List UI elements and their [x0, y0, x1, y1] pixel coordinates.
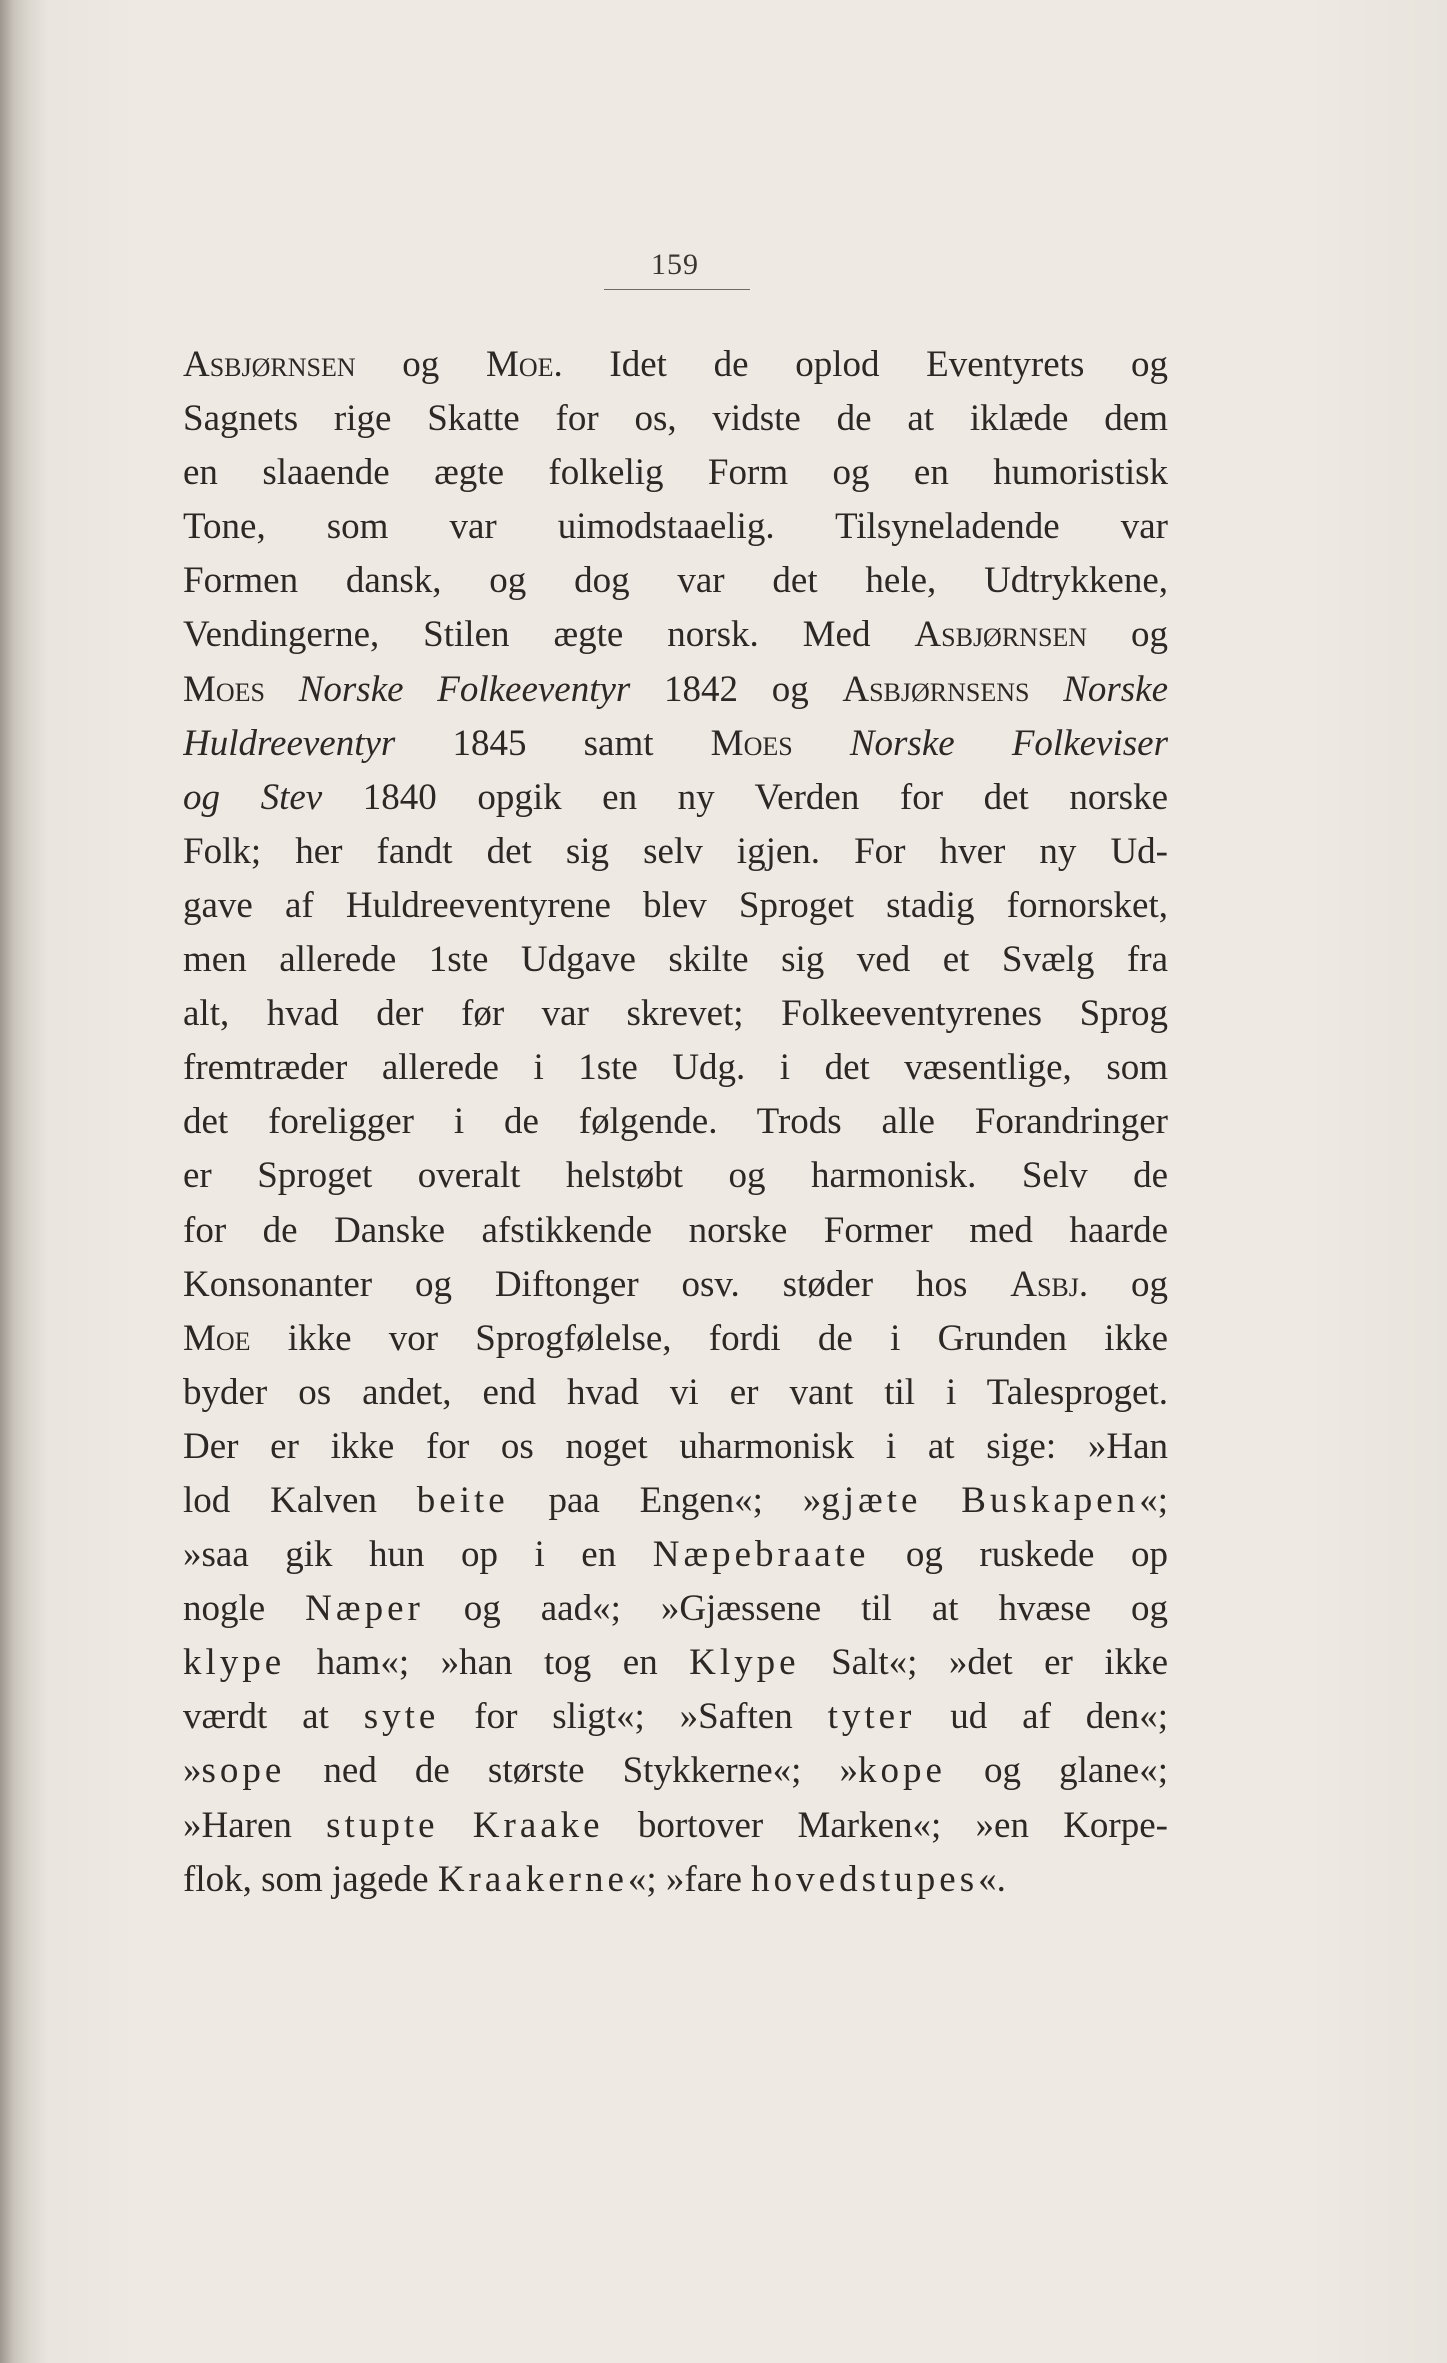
text-line [183, 608, 1168, 662]
text-segment: og [1087, 614, 1168, 656]
text-segment: og aad«; »Gjæssene til at hvæse og [423, 1588, 1168, 1630]
text-line [183, 446, 1168, 500]
text-segment: ham«; »han tog en [285, 1642, 690, 1684]
spaced-word: Buskapen [961, 1479, 1140, 1521]
text-line [183, 825, 1168, 879]
small-caps-name: Moe [485, 344, 554, 385]
text-line [183, 1744, 1168, 1798]
text-line [183, 1799, 1168, 1853]
text-segment: byder os andet, end hvad vi er vant til i Talesproget. [183, 1371, 1168, 1413]
text-segment: og ruskede op [869, 1534, 1168, 1576]
small-caps-name: Asbjørnsen [183, 344, 356, 385]
text-line [183, 1420, 1168, 1474]
spaced-word: stupte [326, 1804, 439, 1846]
text-segment: for sligt«; »Saften [439, 1696, 828, 1738]
spaced-word: gjæte [821, 1479, 922, 1521]
spaced-word: Kraakerne [437, 1858, 628, 1900]
text-segment: er Sproget overalt helstøbt og harmonisk. Selv de [183, 1155, 1168, 1197]
text-line [183, 500, 1168, 554]
text-segment: det foreligger i de følgende. Trods alle Forandringer [183, 1101, 1168, 1143]
text-segment: Sagnets rige Skatte for os, vidste de at iklæde dem [183, 398, 1168, 440]
spaced-word: Næpebraate [652, 1534, 870, 1576]
text-segment: . Idet de oplod Eventyrets og [553, 344, 1168, 385]
text-segment: alt, hvad der før var skrevet; Folkeeventyrenes Sprog [183, 993, 1168, 1035]
spaced-word: Næper [305, 1588, 424, 1630]
text-line [183, 879, 1168, 933]
text-segment: gave af Huldreeventyrene blev Sproget stadig fornorsket, [183, 884, 1168, 926]
spaced-word: Kraake [472, 1804, 604, 1846]
header-rule [604, 289, 750, 290]
text-segment: » [183, 1750, 202, 1792]
text-line [183, 1095, 1168, 1149]
text-segment: 1840 opgik en ny Verden for det norske [322, 776, 1168, 818]
spaced-word: syte [363, 1696, 440, 1738]
text-segment: ned de største Stykkerne«; » [285, 1750, 858, 1792]
binding-edge [0, 0, 48, 2363]
spaced-word: tyter [827, 1696, 916, 1738]
spaced-word: kope [858, 1750, 946, 1792]
text-segment: bortover Marken«; »en Korpe- [603, 1804, 1168, 1846]
spaced-word: klype [183, 1642, 286, 1684]
text-segment [921, 1480, 961, 1521]
text-segment: Salt«; »det er ikke [799, 1642, 1168, 1684]
text-line [183, 663, 1168, 717]
text-segment: en slaaende ægte folkelig Form og en humoristisk [183, 452, 1168, 494]
spaced-word: Klype [689, 1642, 800, 1684]
text-segment: ikke vor Sprogfølelse, fordi de i Grunden ikke [250, 1317, 1168, 1359]
text-segment: Konsonanter og Diftonger osv. støder hos [183, 1263, 1011, 1305]
text-line [183, 987, 1168, 1041]
text-line [183, 338, 1168, 392]
text-segment: ud af den«; [915, 1696, 1168, 1738]
text-line [183, 717, 1168, 771]
text-segment: lod Kalven [183, 1479, 417, 1521]
text-segment: Tone, som var uimodstaaelig. Tilsyneladende var [183, 506, 1168, 548]
text-line [183, 1204, 1168, 1258]
text-line [183, 933, 1168, 987]
text-line [183, 1690, 1168, 1744]
text-segment: men allerede 1ste Udgave skilte sig ved et Svælg fra [183, 939, 1168, 981]
text-segment: Formen dansk, og dog var det hele, Udtrykkene, [183, 560, 1168, 602]
text-segment [1030, 669, 1064, 710]
text-segment [265, 669, 299, 710]
text-segment: «. [978, 1858, 1006, 1900]
text-line [183, 1853, 1168, 1907]
text-line [183, 1149, 1168, 1203]
small-caps-name: Moes [183, 668, 266, 710]
text-segment: . og [1078, 1263, 1168, 1305]
text-segment: fremtræder allerede i 1ste Udg. i det væsentlige, som [183, 1047, 1168, 1089]
small-caps-name: Asbjørnsens [842, 668, 1030, 710]
small-caps-name: Moes [710, 722, 793, 764]
page-number: 159 [651, 248, 699, 281]
text-line [183, 1366, 1168, 1420]
text-segment: og [355, 344, 486, 385]
text-segment [793, 723, 850, 764]
text-segment: Vendingerne, Stilen ægte norsk. Med [183, 614, 915, 656]
text-segment [439, 1805, 473, 1846]
text-segment: 1842 og [630, 668, 843, 710]
italic-title: Norske [1063, 668, 1168, 710]
text-line [183, 1312, 1168, 1366]
text-segment: for de Danske afstikkende norske Former med haarde [183, 1209, 1168, 1251]
text-segment: «; »fare [627, 1858, 752, 1900]
italic-title: Huldreeventyr [183, 722, 396, 764]
text-line [183, 1258, 1168, 1312]
text-segment: nogle [183, 1588, 306, 1630]
text-segment: værdt at [183, 1696, 364, 1738]
text-segment: Der er ikke for os noget uharmonisk i at sige: »Han [183, 1425, 1168, 1467]
text-segment: paa Engen«; » [508, 1479, 822, 1521]
small-caps-name: Asbj [1010, 1263, 1079, 1305]
text-line [183, 771, 1168, 825]
spaced-word: sope [201, 1750, 286, 1792]
italic-title: Norske Folkeeventyr [298, 668, 631, 710]
text-line [183, 1041, 1168, 1095]
text-segment: og glane«; [945, 1750, 1168, 1792]
text-segment: 1845 samt [395, 722, 711, 764]
small-caps-name: Moe [183, 1317, 251, 1359]
text-line [183, 392, 1168, 446]
text-segment: flok, som jagede [183, 1858, 438, 1900]
text-line [183, 1474, 1168, 1528]
spaced-word: hovedstupes [751, 1858, 979, 1900]
spaced-word: beite [416, 1479, 509, 1521]
small-caps-name: Asbjørnsen [914, 614, 1088, 656]
text-line [183, 554, 1168, 608]
text-line [183, 1528, 1168, 1582]
text-segment: »Haren [183, 1804, 327, 1846]
body-text [183, 338, 1168, 1907]
text-line [183, 1636, 1168, 1690]
text-line [183, 1582, 1168, 1636]
italic-title: Norske Folkeviser [849, 722, 1168, 764]
text-segment: «; [1139, 1479, 1168, 1521]
italic-title: og Stev [183, 776, 323, 818]
text-segment: »saa gik hun op i en [183, 1534, 653, 1576]
text-segment: Folk; her fandt det sig selv igjen. For hver ny Ud- [183, 830, 1168, 872]
